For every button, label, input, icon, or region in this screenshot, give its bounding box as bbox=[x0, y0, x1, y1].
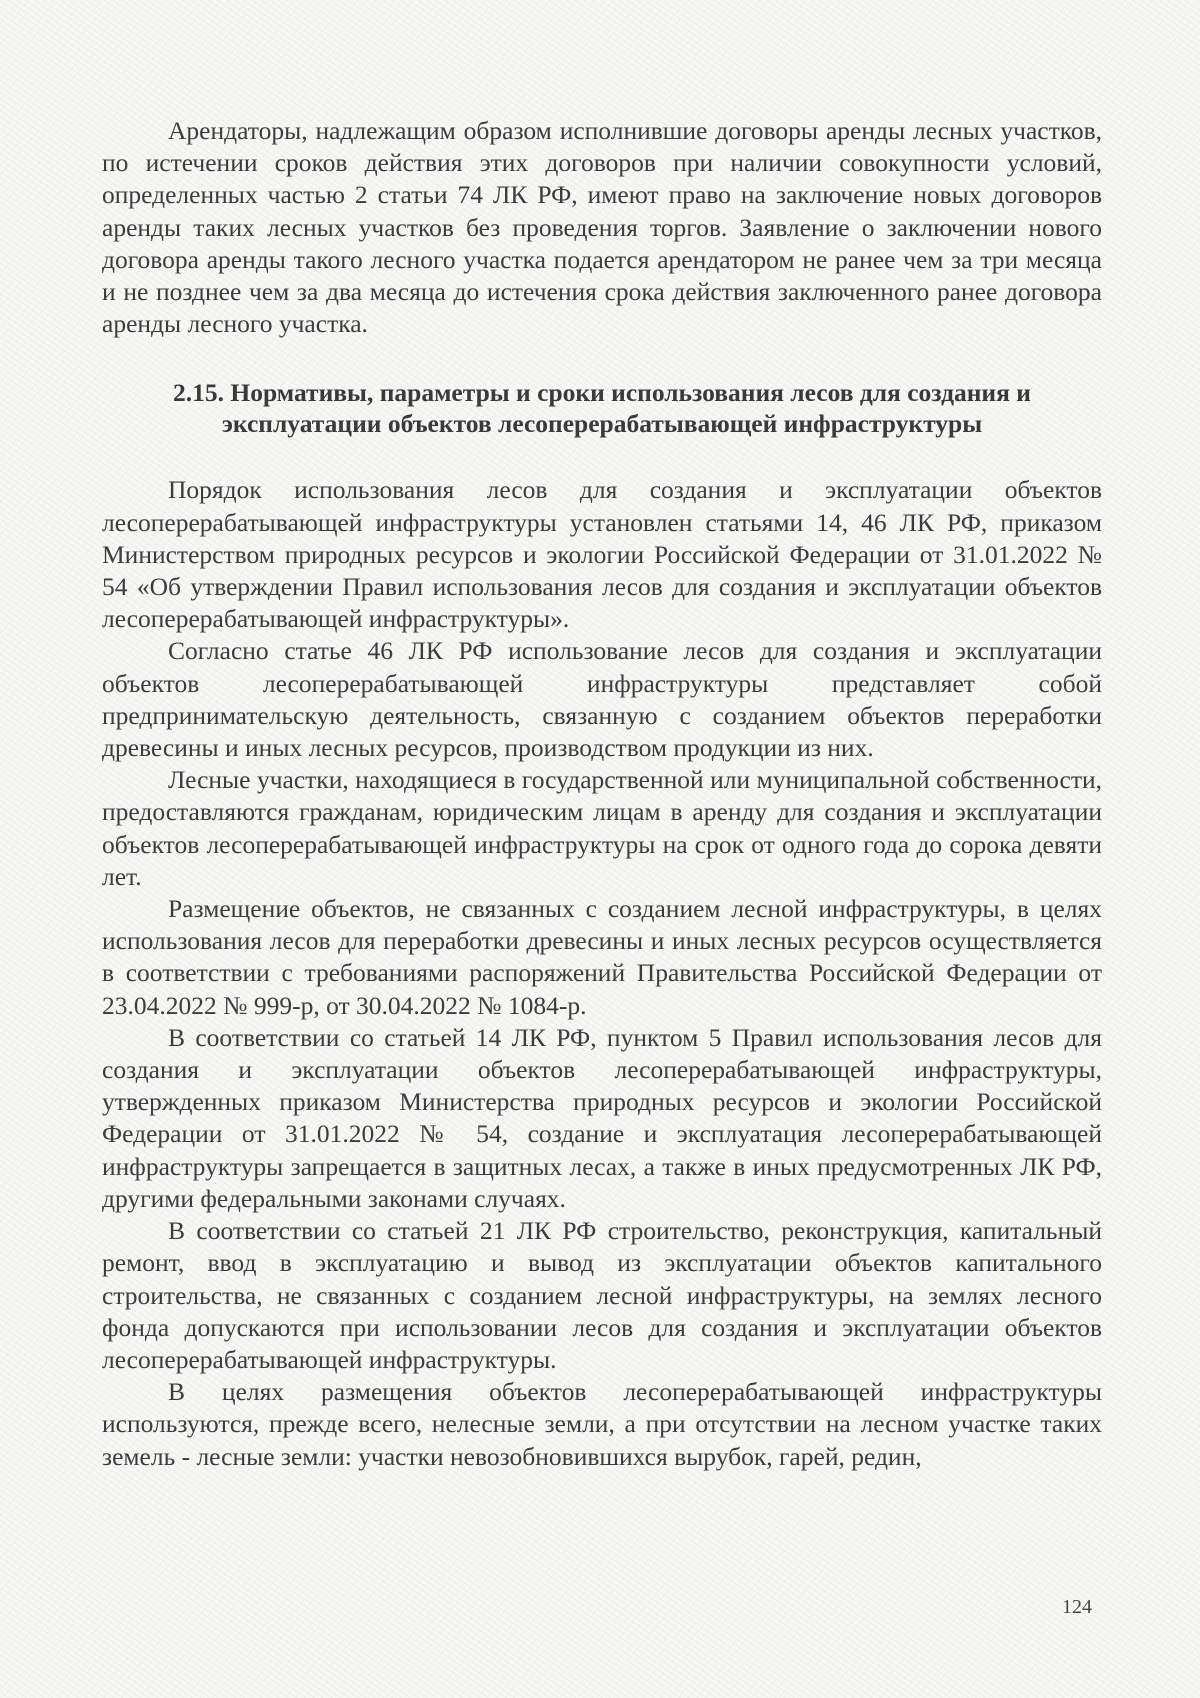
paragraph-article-46: Согласно статье 46 ЛК РФ использование лесов для создания и эксплуатации объектов лесоперерабатывающей инфраструктуры представляет собой предпринимательскую деятельность, связанную с созданием объектов переработки древесины и иных лесных ресурсов, производством продукции из них. bbox=[102, 636, 1102, 763]
paragraph-procedure: Порядок использования лесов для создания и эксплуатации объектов лесоперерабатывающей инфраструктуры установлен статьями 14, 46 ЛК РФ, приказом Министерством природных ресурсов и экологии Российской Федерации от 31.01.2022 № 54 «Об утверждении Правил использования лесов для создания и эксплуатации объектов лесоперерабатывающей инфраструктуры». bbox=[102, 475, 1102, 634]
document-body bbox=[102, 115, 1102, 1473]
paragraph-placement: Размещение объектов, не связанных с созданием лесной инфраструктуры, в целях использования лесов для переработки древесины и иных лесных ресурсов осуществляется в соответствии с требованиями распоряжений Правительства Российской Федерации от 23.04.2022 № 999-р, от 30.04.2022 № 1084-р. bbox=[102, 894, 1102, 1020]
section-heading bbox=[102, 377, 1102, 439]
section-heading-line-1: 2.15. Нормативы, параметры и сроки использования лесов для создания и bbox=[173, 378, 1031, 408]
paragraph-forest-plots: Лесные участки, находящиеся в государственной или муниципальной собственности, предоставляются гражданам, юридическим лицам в аренду для создания и эксплуатации объектов лесоперерабатывающей инфраструктуры на срок от одного года до сорока девяти лет. bbox=[102, 765, 1102, 891]
paragraph-land-use: В целях размещения объектов лесоперерабатывающей инфраструктуры используются, прежде всего, нелесные земли, а при отсутствии на лесном участке таких земель - лесные земли: участки невозобновившихся вырубок, гарей, редин, bbox=[102, 1377, 1102, 1471]
section-heading-line-2: эксплуатации объектов лесоперерабатывающей инфраструктуры bbox=[221, 409, 983, 439]
page-number: 124 bbox=[1062, 1596, 1092, 1618]
paragraph-article-21: В соответствии со статьей 21 ЛК РФ строительство, реконструкция, капитальный ремонт, ввод в эксплуатацию и вывод из эксплуатации объектов капитального строительства, не связанных с созданием лесной инфраструктуры, на землях лесного фонда допускаются при использовании лесов для создания и эксплуатации объектов лесоперерабатывающей инфраструктуры. bbox=[102, 1216, 1102, 1374]
paragraph-lease-renewal: Арендаторы, надлежащим образом исполнившие договоры аренды лесных участков, по истечении сроков действия этих договоров при наличии совокупности условий, определенных частью 2 статьи 74 ЛК РФ, имеют право на заключение новых договоров аренды таких лесных участков без проведения торгов. Заявление о заключении нового договора аренды такого лесного участка подается арендатором не ранее чем за три месяца и не позднее чем за два месяца до истечения срока действия заключенного ранее договора аренды лесного участка. bbox=[102, 116, 1102, 339]
paragraph-article-14: В соответствии со статьей 14 ЛК РФ, пунктом 5 Правил использования лесов для создания и эксплуатации объектов лесоперерабатывающей инфраструктуры, утвержденных приказом Министерства природных ресурсов и экологии Российской Федерации от 31.01.2022 № 54, создание и эксплуатация лесоперерабатывающей инфраструктуры запрещается в защитных лесах, а также в иных предусмотренных ЛК РФ, другими федеральными законами случаях. bbox=[102, 1022, 1102, 1213]
